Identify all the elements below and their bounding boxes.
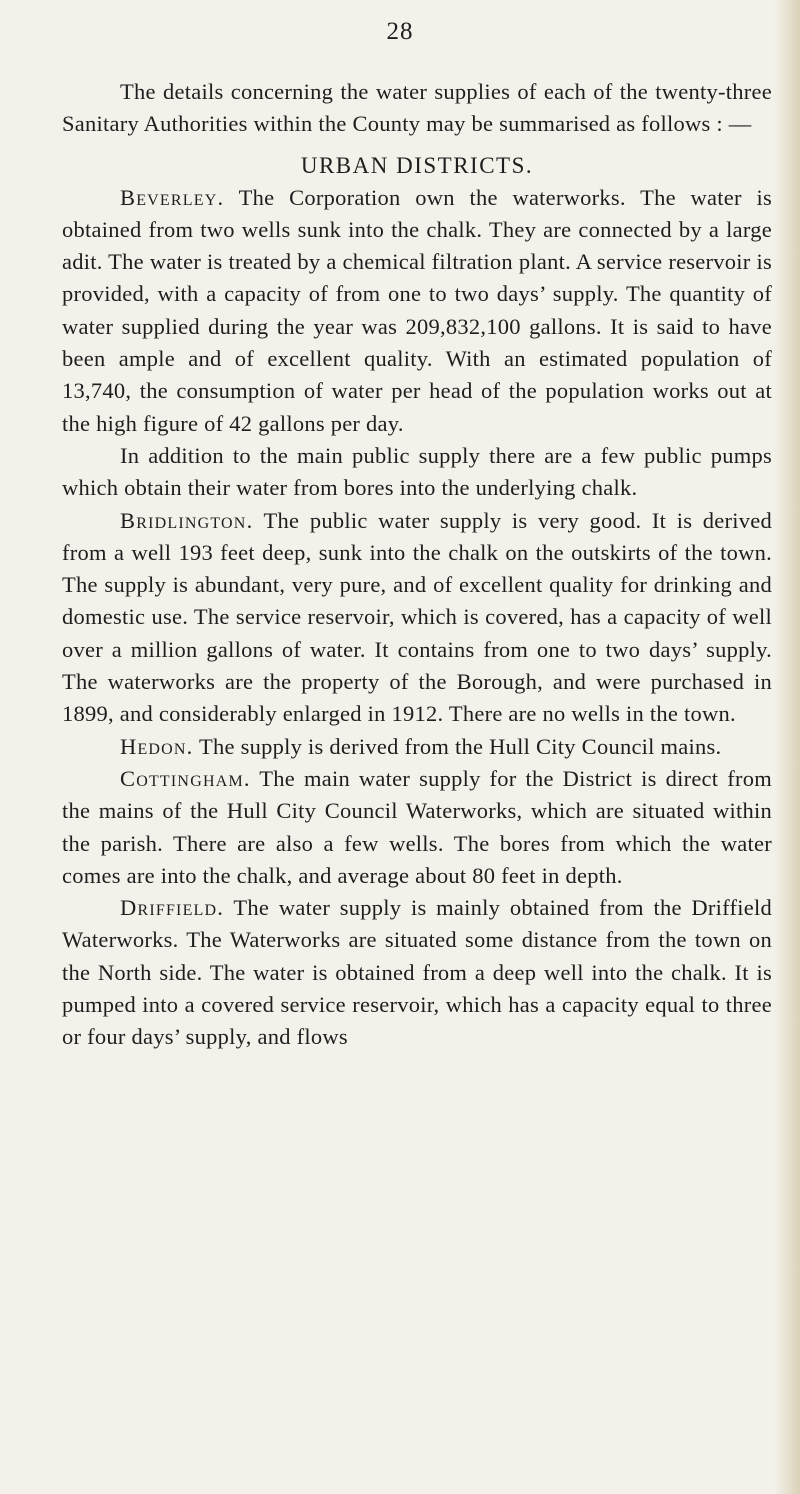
paragraph-text: In addition to the main public supply there are a few public pumps which obtain their water from bores into the underlying chalk. <box>62 442 772 501</box>
place-name: Beverley. <box>120 184 225 210</box>
paragraph-cottingham <box>62 763 772 892</box>
section-heading: URBAN DISTRICTS. <box>300 152 534 178</box>
page-number: 28 <box>386 18 414 45</box>
paragraph-driffield <box>62 892 772 1053</box>
place-name: Bridlington. <box>120 507 254 533</box>
place-name: Cottingham. <box>120 765 251 791</box>
paragraph-bridlington <box>62 505 772 731</box>
intro-paragraph: The details concerning the water supplies of each of the twenty-three Sanitary Authorities within the County may be summarised as follows : — <box>62 79 772 137</box>
paragraph-beverley <box>62 182 772 440</box>
paragraph-text: The water supply is mainly obtained from the Driffield Waterworks. The Waterworks are situated some distance from the town on the North side. The water is obtained from a deep well into the chalk. It is pumped into a covered service reservoir, which has a capacity equal to three or four days’ supply, and flows <box>62 895 772 1050</box>
paragraph-text: The public water supply is very good. It is derived from a well 193 feet deep, sunk into the chalk on the outskirts of the town. The supply is abundant, very pure, and of excellent quality for drinking and domestic use. The service reservoir, which is covered, has a capacity of well over a million gallons of water. It contains from one to two days’ supply. The waterworks are the property of the Borough, and were purchased in 1899, and considerably enlarged in 1912. There are no wells in the town. <box>62 507 772 727</box>
paragraph-text: The Corporation own the waterworks. The water is obtained from two wells sunk into the chalk. They are connected by a large adit. The water is treated by a chemical filtration plant. A service reservoir is provided, with a capacity of from one to two days’ supply. The quantity of water supplied during the year was 209,832,100 gallons. It is said to have been ample and of excellent quality. With an estimated population of 13,740, the consumption of water per head of the population works out at the high figure of 42 gallons per day. <box>62 184 772 436</box>
place-name: Hedon. <box>120 733 194 759</box>
page-edge <box>774 0 800 1494</box>
page-body <box>62 76 772 1054</box>
paragraph-public-pumps <box>62 440 772 505</box>
place-name: Driffield. <box>120 895 225 921</box>
paragraph-text: The main water supply for the District is direct from the mains of the Hull City Council Waterworks, which are situated within the parish. There are also a few wells. The bores from which the water comes are into the chalk, and average about 80 feet in depth. <box>62 765 772 888</box>
paragraph-hedon <box>62 731 772 763</box>
paragraph-text: The supply is derived from the Hull City Council mains. <box>193 733 722 759</box>
